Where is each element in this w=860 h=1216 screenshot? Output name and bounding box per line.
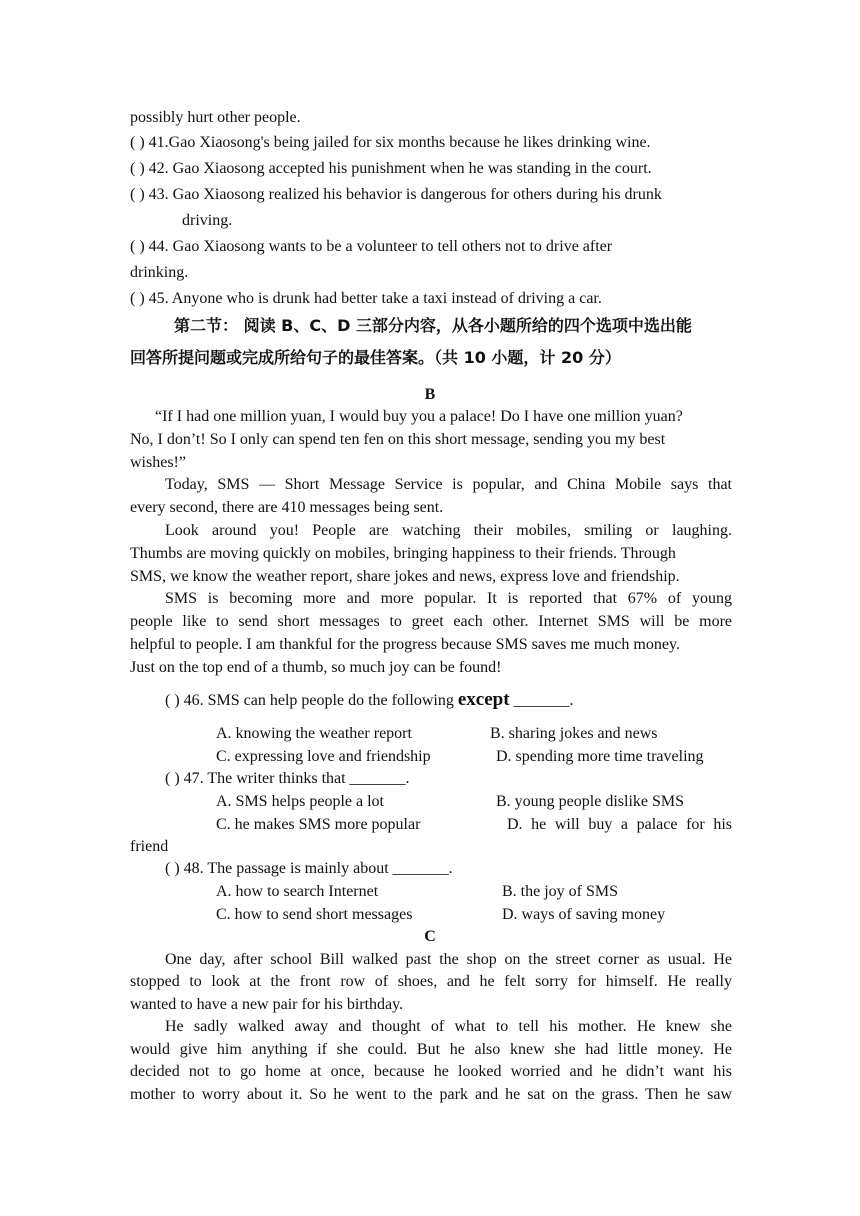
option-d: D. spending more time traveling (496, 748, 704, 765)
passage-b-text: Look around you! People are watching their mobiles, smiling or laughing. (165, 522, 732, 539)
section-instruction-line2: 回答所提问题或完成所给句子的最佳答案。（共 10 小题，计 20 分） (130, 348, 621, 367)
passage-b-text: wishes!” (130, 454, 186, 471)
passage-c-text: wanted to have a new pair for his birthday. (130, 996, 404, 1013)
question-42: ( ) 42. Gao Xiaosong accepted his punishment when he was standing in the court. (130, 160, 652, 177)
text-line: possibly hurt other people. (130, 109, 301, 126)
passage-b-text: SMS, we know the weather report, share jokes and news, express love and friendship. (130, 568, 680, 585)
passage-b-text: people like to send short messages to greet each other. Internet SMS will be more (130, 613, 732, 630)
section-instruction-line1: 第二节： 阅读 B、C、D 三部分内容，从各小题所给的四个选项中选出能 (174, 316, 692, 335)
passage-c-text: decided not to go home at once, because he looked worried and he didn’t want his (130, 1063, 732, 1080)
question-43: ( ) 43. Gao Xiaosong realized his behavior is dangerous for others during his drunk (130, 186, 662, 203)
option-b: B. young people dislike SMS (496, 793, 685, 810)
question-44: ( ) 44. Gao Xiaosong wants to be a volunteer to tell others not to drive after (130, 238, 613, 255)
passage-b-text: No, I don’t! So I only can spend ten fen on this short message, sending you my best (130, 431, 666, 448)
question-41: ( ) 41.Gao Xiaosong's being jailed for six months because he likes drinking wine. (130, 134, 651, 151)
option-d-continued: friend (130, 838, 169, 855)
option-c: C. how to send short messages (216, 906, 413, 923)
passage-b-text: “If I had one million yuan, I would buy you a palace! Do I have one million yuan? (155, 408, 683, 425)
question-44-continued: drinking. (130, 264, 189, 281)
passage-c-text: stopped to look at the front row of shoes, and he felt sorry for himself. He really (130, 973, 732, 990)
option-d: D. ways of saving money (502, 906, 666, 923)
passage-c-text: He sadly walked away and thought of what to tell his mother. He knew she (165, 1018, 732, 1035)
passage-c-text: mother to worry about it. So he went to the park and he sat on the grass. Then he saw (130, 1086, 732, 1103)
question-45: ( ) 45. Anyone who is drunk had better take a taxi instead of driving a car. (130, 290, 602, 307)
question-47: ( ) 47. The writer thinks that _______. (165, 770, 410, 787)
passage-b-text: helpful to people. I am thankful for the progress because SMS saves me much money. (130, 636, 680, 653)
question-43-continued: driving. (182, 212, 233, 229)
passage-c-text: would give him anything if she could. But he also knew she had little money. He (130, 1041, 732, 1058)
passage-c-heading: C (424, 928, 436, 945)
option-a: A. knowing the weather report (216, 725, 412, 742)
option-a: A. how to search Internet (216, 883, 379, 900)
option-c: C. he makes SMS more popular (216, 816, 421, 833)
passage-b-text: Today, SMS — Short Message Service is popular, and China Mobile says that (165, 476, 732, 493)
passage-b-text: every second, there are 410 messages being sent. (130, 499, 444, 516)
question-46-keyword: except (457, 689, 510, 710)
passage-c-text: One day, after school Bill walked past the shop on the street corner as usual. He (165, 951, 732, 968)
passage-b-text: Thumbs are moving quickly on mobiles, bringing happiness to their friends. Through (130, 545, 676, 562)
passage-b-text: Just on the top end of a thumb, so much joy can be found! (130, 659, 502, 676)
question-46 (165, 689, 574, 712)
question-48: ( ) 48. The passage is mainly about _______. (165, 860, 453, 877)
option-b: B. sharing jokes and news (490, 725, 658, 742)
passage-b-heading: B (424, 386, 436, 403)
question-46-blank: _______. (509, 692, 574, 709)
option-d: D. he will buy a palace for his (507, 816, 732, 833)
option-b: B. the joy of SMS (502, 883, 619, 900)
question-46-stem: ( ) 46. SMS can help people do the following (165, 692, 458, 709)
passage-b-text: SMS is becoming more and more popular. It is reported that 67% of young (165, 590, 732, 607)
option-a: A. SMS helps people a lot (216, 793, 384, 810)
option-c: C. expressing love and friendship (216, 748, 431, 765)
